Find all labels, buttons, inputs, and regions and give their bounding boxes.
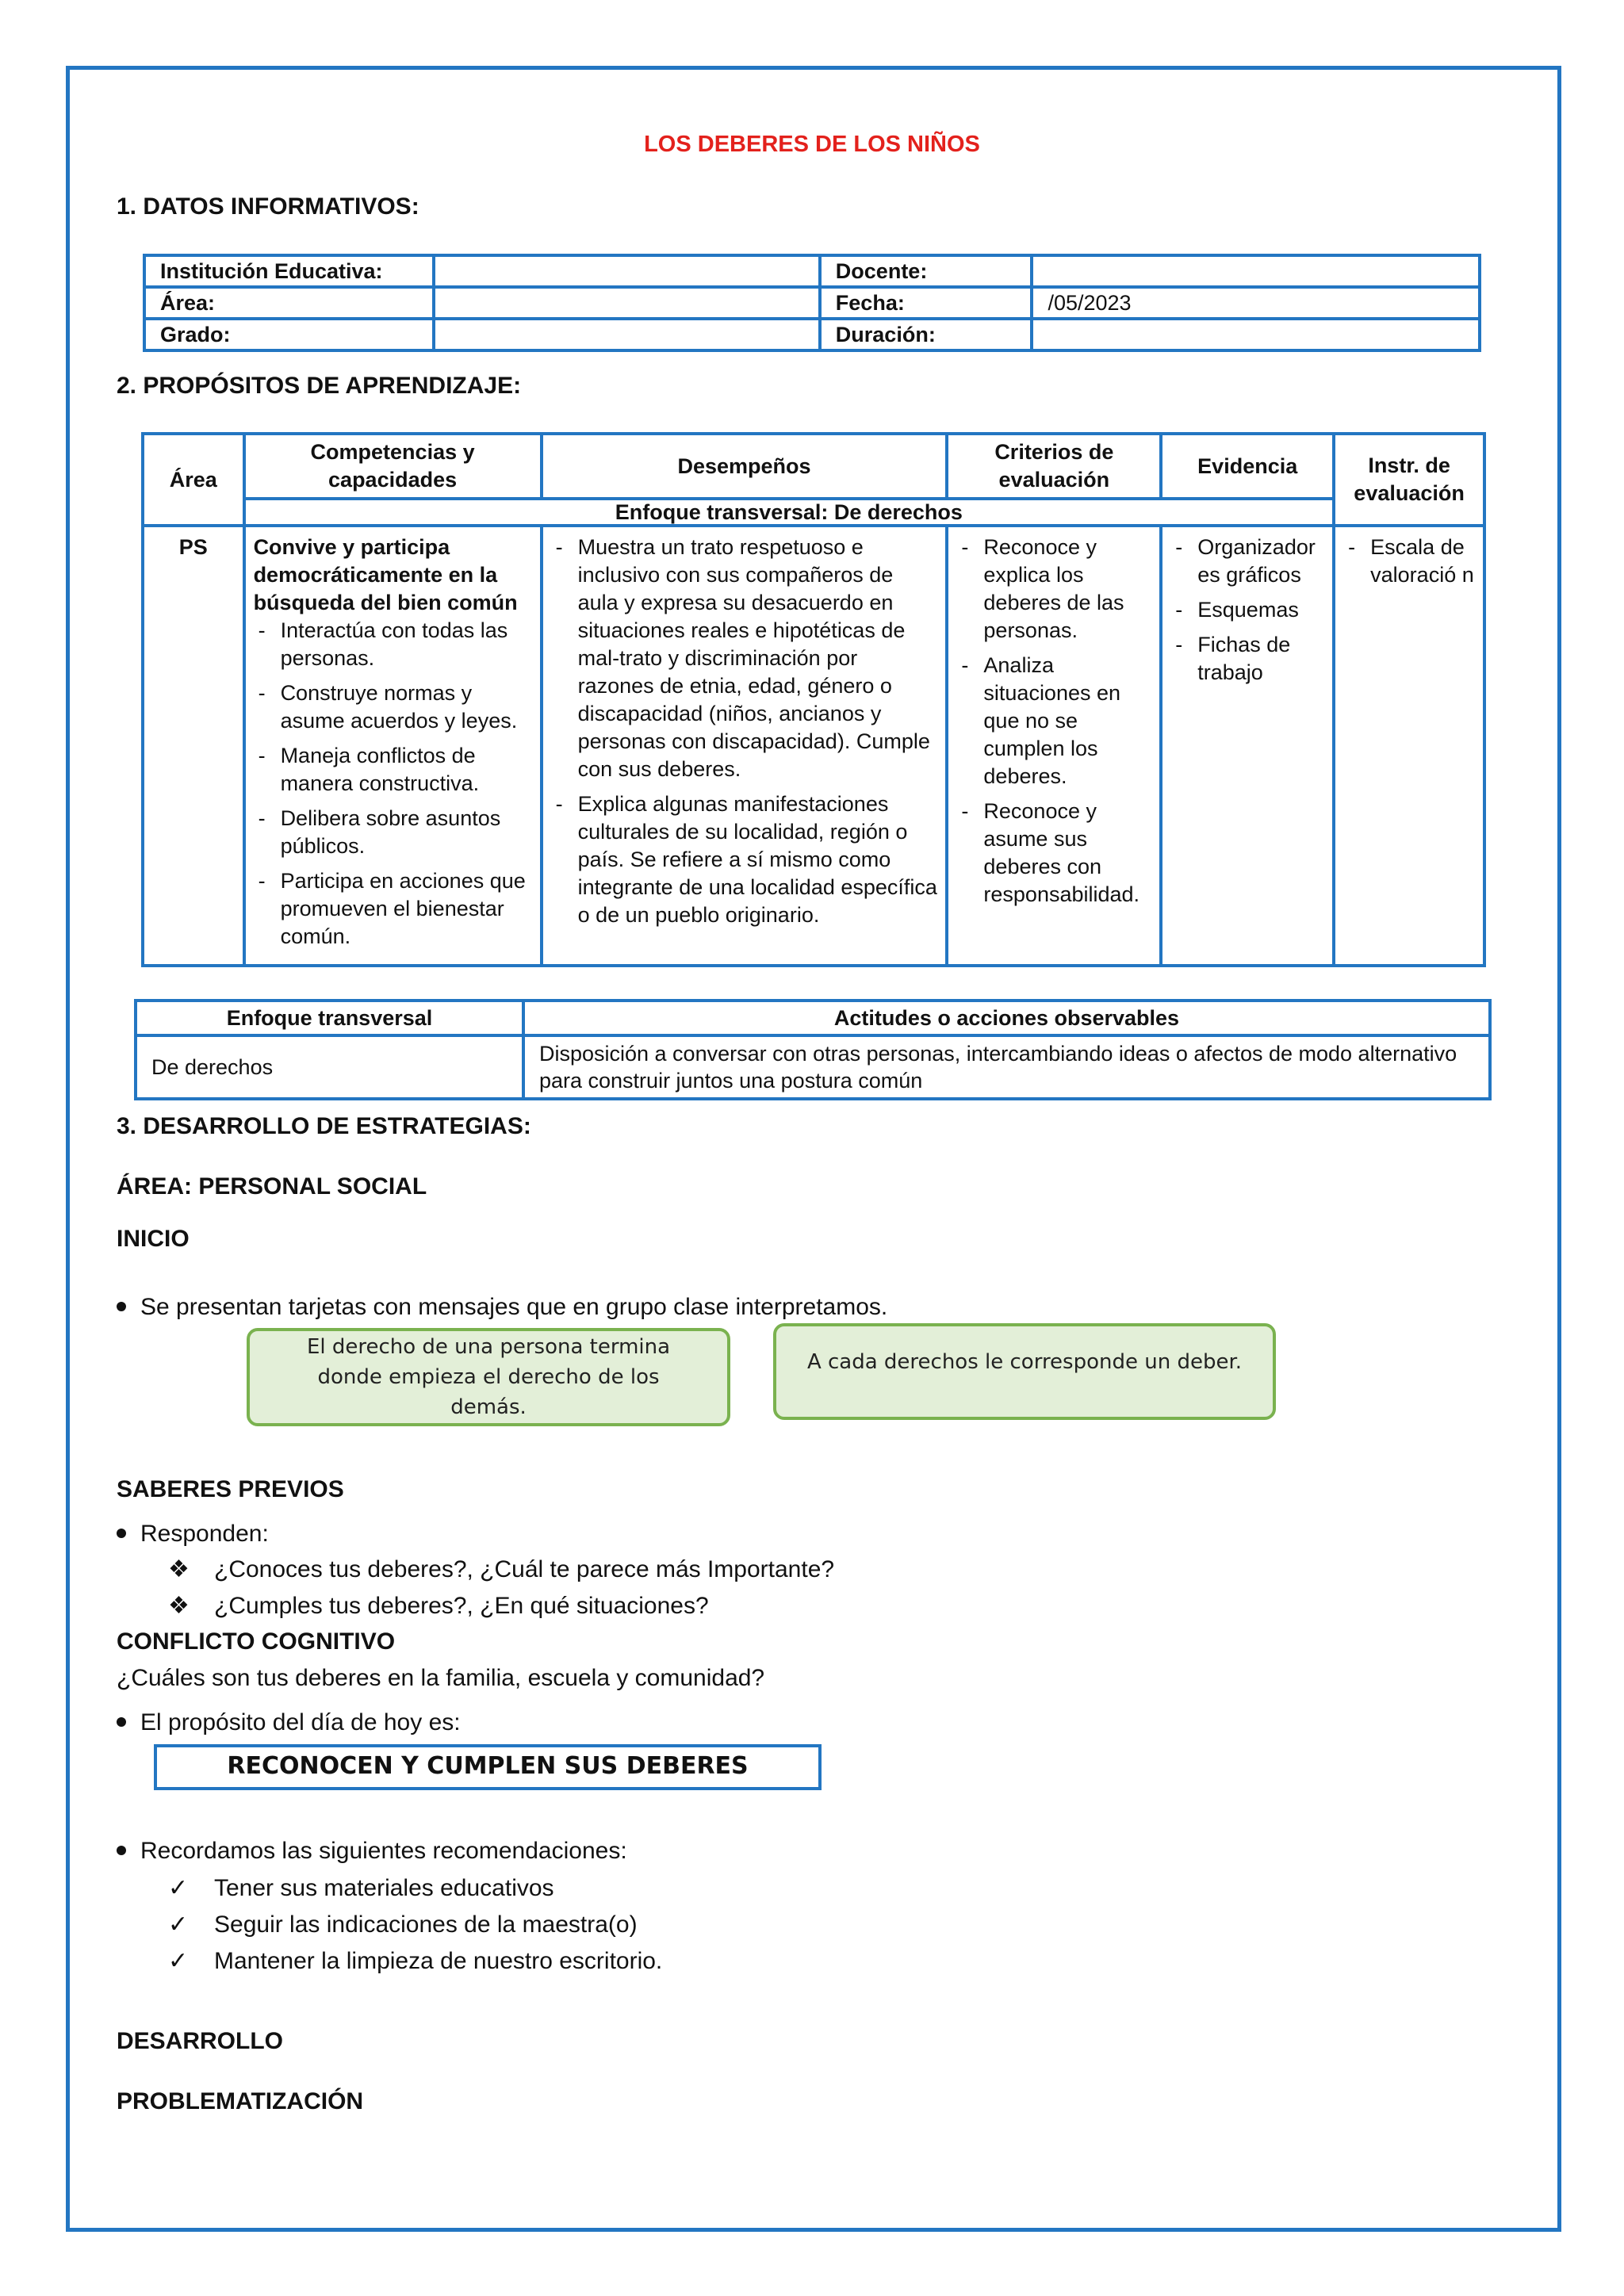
section-desarrollo-estrategias: 3. DESARROLLO DE ESTRATEGIAS: [117,1113,531,1139]
institucion-label: Institución Educativa: [144,255,434,287]
competencia-title: Convive y participa democráticamente en la búsqueda del bien común [253,535,518,614]
list-item: - Interactúa con todas las personas. [254,617,532,672]
diamond-bullet-icon: ❖ [168,1556,190,1582]
check-icon: ✓ [168,1948,189,1974]
area-label: Área: [144,287,434,319]
bullet-text: Se presentan tarjetas con mensajes que en grupo clase interpretamos. [140,1294,888,1320]
inicio-bullet [117,1294,887,1321]
recomendacion-text: Mantener la limpieza de nuestro escritorio. [214,1948,663,1974]
criterios-list [956,534,1151,909]
bullet-text: Responden: [140,1521,269,1547]
criterios-cell [947,526,1161,966]
institucion-value [434,255,819,287]
section-datos-informativos: 1. DATOS INFORMATIVOS: [117,193,419,220]
bullet-text: El propósito del día de hoy es: [140,1709,461,1735]
list-item: - Analiza situaciones en que no se cumplen los deberes. [956,652,1151,790]
proposito-bullet [117,1709,461,1736]
header-criterios: Criterios de evaluación [947,434,1161,499]
docente-label: Docente: [820,255,1032,287]
instrumento-cell [1334,526,1484,966]
competencias-cell [244,526,542,966]
bullet-icon [117,1846,126,1855]
grado-value [434,319,819,350]
list-item: - Organizador es gráficos [1170,534,1324,589]
duracion-value [1032,319,1480,350]
list-item: - Reconoce y explica los deberes de las personas. [956,534,1151,645]
header-area: Área [143,434,244,526]
list-item: - Maneja conflictos de manera constructiva. [254,742,532,798]
header-instrumento: Instr. de evaluación [1334,434,1484,526]
recomendacion-1 [168,1874,554,1902]
problematizacion-heading: PROBLEMATIZACIÓN [117,2088,364,2114]
recomendaciones-bullet [117,1838,627,1865]
header-enfoque-transversal: Enfoque transversal: De derechos [244,499,1335,526]
list-item: - Fichas de trabajo [1170,631,1324,687]
info-table [143,254,1481,352]
recomendacion-text: Tener sus materiales educativos [214,1875,554,1901]
check-icon: ✓ [168,1875,189,1901]
responden-bullet [117,1521,269,1548]
enfoque-header: Enfoque transversal [136,1001,523,1035]
message-card-1: El derecho de una persona termina donde empieza el derecho de los demás. [247,1328,730,1426]
evidencia-cell [1161,526,1334,966]
area-code: PS [143,526,244,966]
actitud-value: Disposición a conversar con otras personas, intercambiando ideas o afectos de modo alternativo para construir juntos una postura común [523,1035,1490,1099]
evidencias-list [1170,534,1324,687]
saberes-previos-heading: SABERES PREVIOS [117,1476,344,1502]
list-item: - Esquemas [1170,596,1324,624]
header-competencias: Competencias y capacidades [244,434,542,499]
recomendacion-2 [168,1911,638,1938]
capacidades-list [254,617,532,951]
check-icon: ✓ [168,1911,189,1938]
list-item: - Explica algunas manifestaciones culturales de su localidad, región o país. Se refiere a sí mismo como integrante de una localidad específica o de un pueblo originario. [551,790,938,929]
duracion-label: Duración: [820,319,1032,350]
grado-label: Grado: [144,319,434,350]
desarrollo-heading: DESARROLLO [117,2028,283,2054]
area-value [434,287,819,319]
area-heading: ÁREA: PERSONAL SOCIAL [117,1173,427,1200]
recomendacion-text: Seguir las indicaciones de la maestra(o) [214,1911,638,1938]
bullet-icon [117,1302,126,1311]
proposito-box: RECONOCEN Y CUMPLEN SUS DEBERES [154,1744,822,1790]
diamond-bullet-icon: ❖ [168,1593,190,1619]
instrumentos-list [1343,534,1475,589]
section-propositos: 2. PROPÓSITOS DE APRENDIZAJE: [117,373,522,399]
desempenos-cell [542,526,948,966]
list-item: - Reconoce y asume sus deberes con responsabilidad. [956,798,1151,909]
inicio-heading: INICIO [117,1226,190,1252]
bullet-text: Recordamos las siguientes recomendaciones: [140,1838,627,1864]
conflicto-pregunta: ¿Cuáles son tus deberes en la familia, escuela y comunidad? [117,1665,765,1691]
header-desempenos: Desempeños [542,434,948,499]
list-item: - Participa en acciones que promueven el bienestar común. [254,867,532,951]
conflicto-heading: CONFLICTO COGNITIVO [117,1628,396,1655]
list-item: - Escala de valoració n [1343,534,1475,589]
fecha-value: /05/2023 [1032,287,1480,319]
pregunta-1 [168,1556,834,1583]
desempenos-list [551,534,938,929]
pregunta-text: ¿Conoces tus deberes?, ¿Cuál te parece más Importante? [214,1556,835,1582]
bullet-icon [117,1529,126,1538]
purposes-table [141,432,1486,967]
list-item: - Muestra un trato respetuoso e inclusivo con sus compañeros de aula y expresa su desacuerdo en situaciones reales e hipotéticas de mal-trato y discriminación por razones de etnia, edad, género o discapacidad (niños, ancianos y personas con discapacidad). Cumple con sus deberes. [551,534,938,783]
pregunta-2 [168,1592,709,1620]
docente-value [1032,255,1480,287]
message-card-2: A cada derechos le corresponde un deber. [773,1323,1276,1420]
actitudes-header: Actitudes o acciones observables [523,1001,1490,1035]
fecha-label: Fecha: [820,287,1032,319]
enfoque-value: De derechos [136,1035,523,1099]
document-title: LOS DEBERES DE LOS NIÑOS [644,132,980,157]
list-item: - Delibera sobre asuntos públicos. [254,805,532,860]
header-evidencia: Evidencia [1161,434,1334,499]
bullet-icon [117,1717,126,1727]
enfoque-table [134,999,1492,1100]
pregunta-text: ¿Cumples tus deberes?, ¿En qué situaciones? [214,1593,709,1619]
list-item: - Construye normas y asume acuerdos y leyes. [254,679,532,735]
recomendacion-3 [168,1947,662,1975]
